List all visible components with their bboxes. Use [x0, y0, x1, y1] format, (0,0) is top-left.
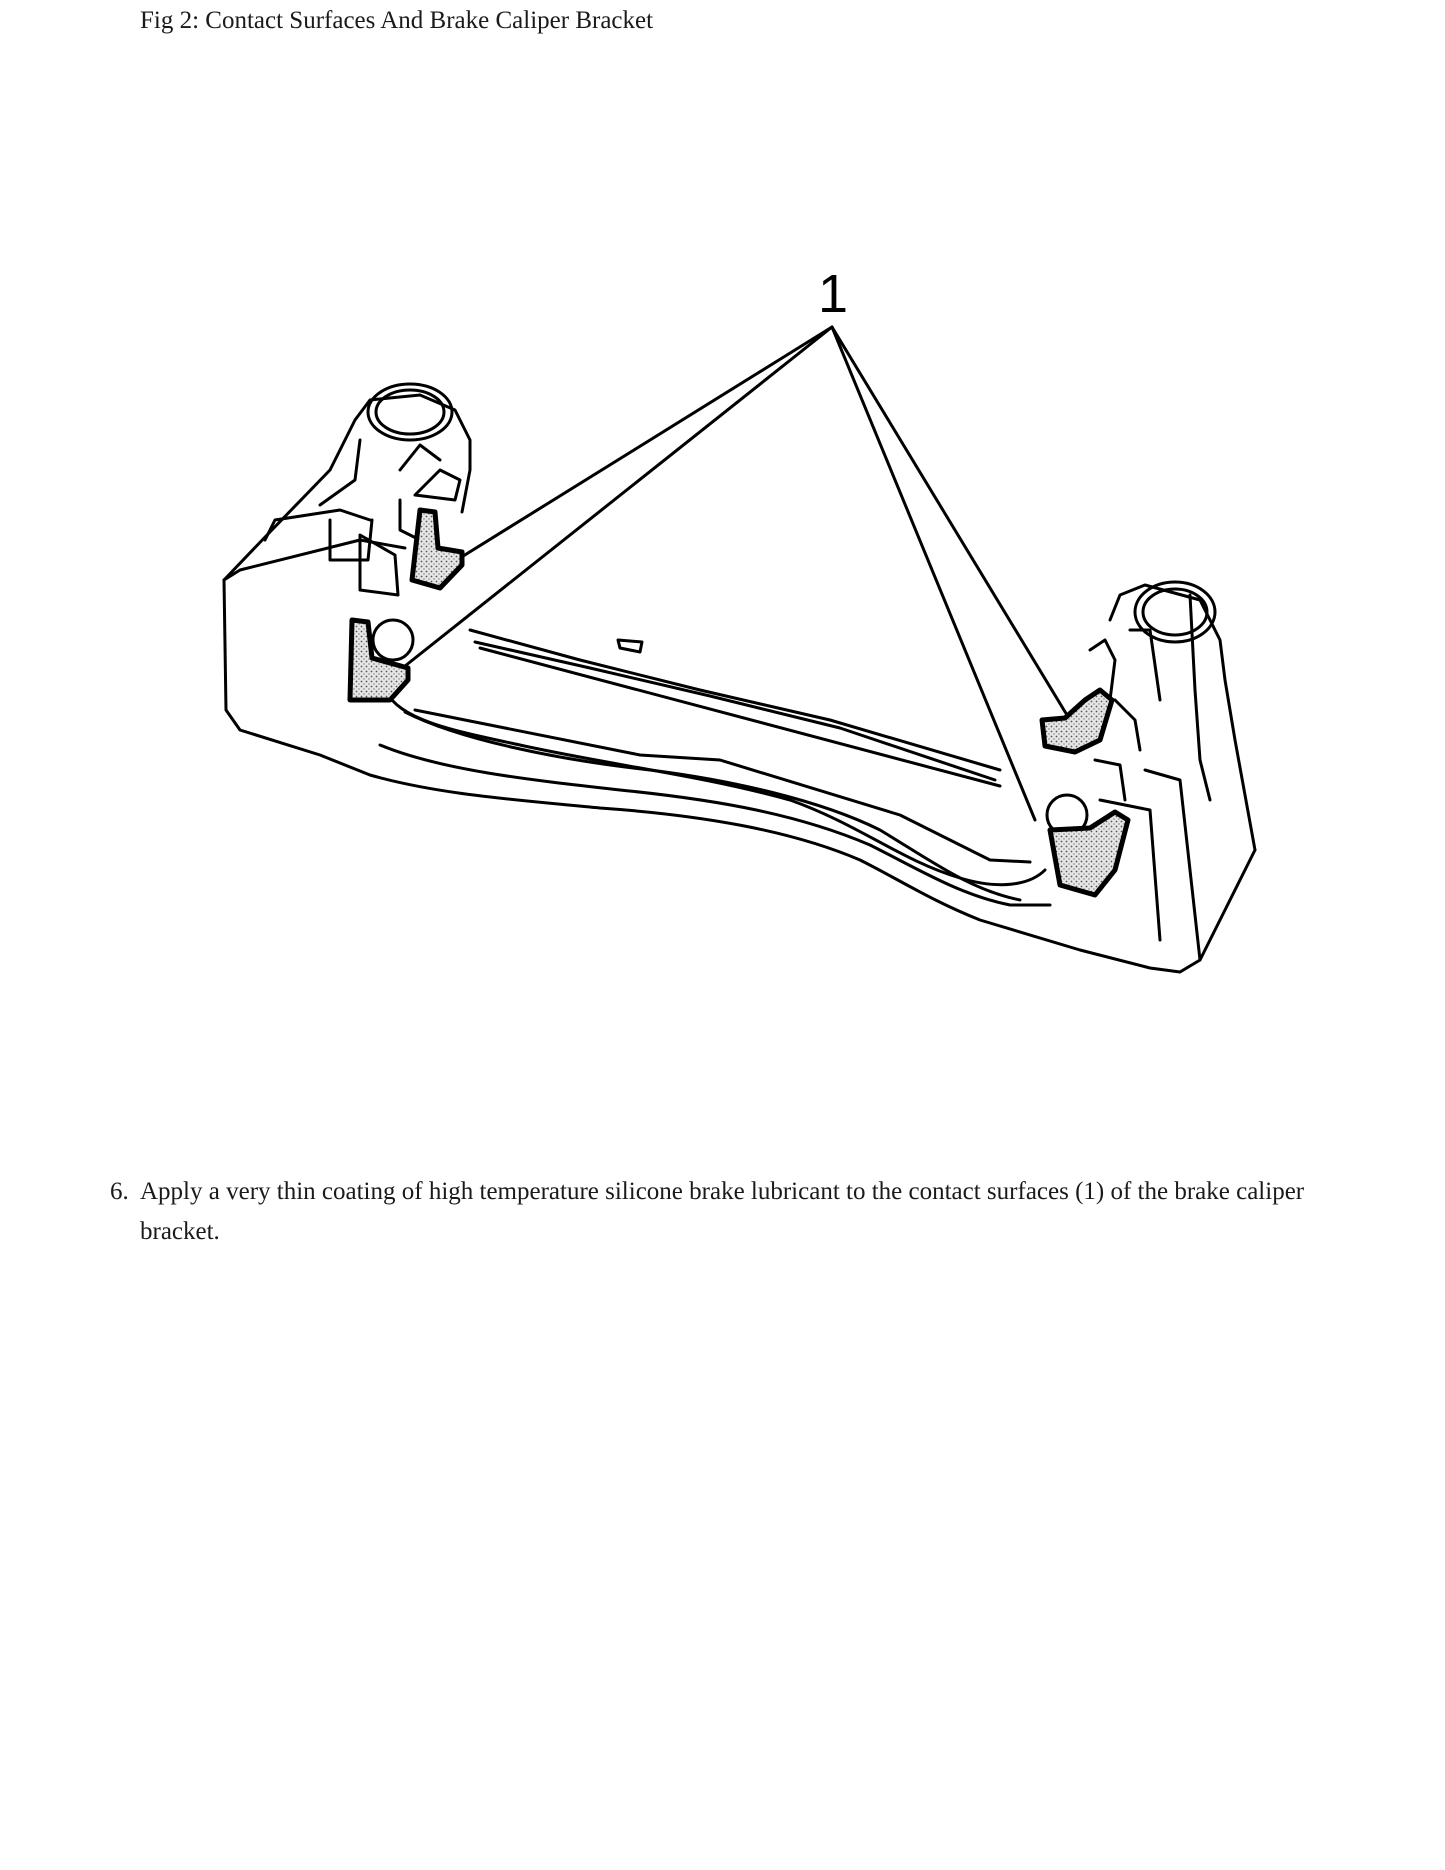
callout-label-1: 1 — [818, 264, 849, 324]
contact-surface-upper-left — [412, 510, 462, 588]
step-text: Apply a very thin coating of high temperature silicone brake lubricant to the contact surfaces (1) of the brake caliper bracket. — [140, 1178, 1305, 1245]
figure-caption: Fig 2: Contact Surfaces And Brake Caliper Bracket — [140, 7, 654, 34]
leader-lines — [400, 327, 1070, 820]
step-number: 6. — [110, 1178, 129, 1205]
contact-surface-upper-right — [1042, 690, 1112, 752]
procedure-step — [110, 1172, 1340, 1252]
contact-surface-lower-right — [1050, 812, 1128, 895]
